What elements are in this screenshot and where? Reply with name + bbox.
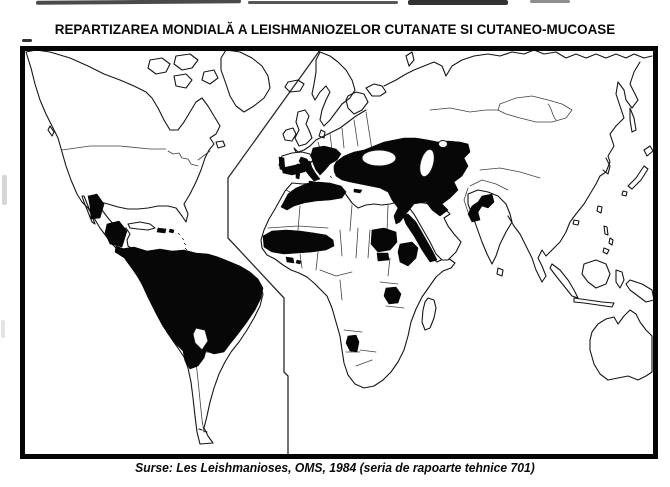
greenland-outline	[221, 50, 270, 112]
arctic-islands-outline	[148, 54, 218, 88]
endemic-region-caribbean-islands	[157, 228, 187, 250]
source-caption: Surse: Les Leishmanioses, OMS, 1984 (seria de rapoarte tehnice 701)	[135, 461, 535, 475]
japan-kyushu	[622, 191, 627, 196]
scandinavia-outline	[312, 52, 355, 126]
new-guinea-outline	[626, 280, 654, 302]
novaya-zemlya	[406, 52, 414, 66]
sulawesi-outline	[616, 270, 624, 288]
sumatra-outline	[550, 264, 578, 298]
endemic-region-south-america	[121, 247, 263, 369]
australia-outline	[590, 310, 652, 380]
philippines-outline	[603, 226, 613, 254]
newfoundland-outline	[216, 141, 225, 148]
sri-lanka-outline	[497, 268, 503, 276]
east-asia-coast	[508, 62, 640, 282]
endemic-regions	[88, 138, 494, 369]
borneo-outline	[582, 260, 610, 288]
madagascar-outline	[422, 298, 436, 330]
endemic-region-yucatan	[105, 221, 127, 247]
russia-north-coast	[384, 50, 652, 86]
aral-sea	[439, 141, 448, 148]
endemic-region-mexico	[88, 194, 104, 219]
britain-outline	[295, 110, 312, 146]
java-outline	[574, 298, 614, 307]
kola-white-sea-outline	[366, 84, 386, 96]
black-sea	[362, 150, 396, 166]
ireland-outline	[283, 128, 296, 141]
map-title: REPARTIZAREA MONDIALĂ A LEISHMANIOZELOR CUTANATE SI CUTANEO-MUCOASE	[54, 21, 616, 37]
cuba-outline	[128, 222, 155, 230]
great-lakes	[168, 151, 210, 166]
mongolia-border	[498, 96, 572, 122]
japan-honshu	[628, 166, 648, 189]
us-canada-border	[62, 146, 166, 150]
sakhalin-outline	[630, 108, 636, 132]
endemic-region-india	[468, 194, 494, 222]
taiwan-hainan	[573, 206, 602, 225]
continent-outlines	[26, 50, 654, 444]
japan-hokkaido	[644, 146, 653, 156]
